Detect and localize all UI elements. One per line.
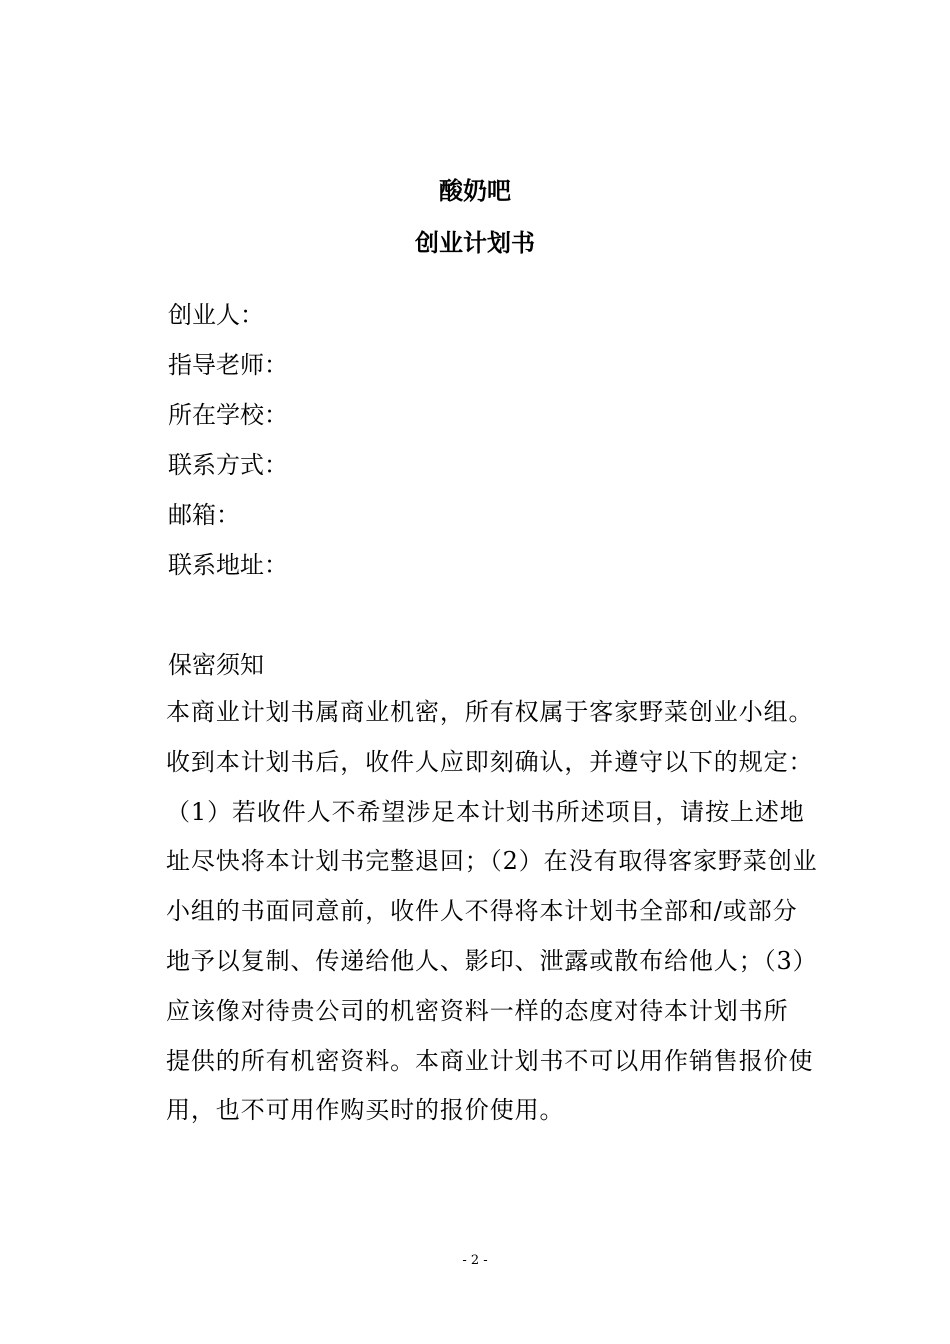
confidentiality-body bbox=[166, 697, 846, 1145]
notice-line: 提供的所有机密资料。本商业计划书不可以用作销售报价使 bbox=[166, 1046, 814, 1075]
contact-fields bbox=[168, 300, 848, 600]
confidentiality-heading: 保密须知 bbox=[168, 651, 264, 679]
field-address: 联系地址： bbox=[168, 551, 288, 579]
field-founder: 创业人： bbox=[168, 301, 264, 329]
notice-line: 地予以复制、传递给他人、影印、泄露或散布给他人；（3） bbox=[166, 946, 818, 975]
notice-line: 小组的书面同意前，收件人不得将本计划书全部和/或部分 bbox=[166, 897, 798, 926]
document-title: 酸奶吧 bbox=[439, 177, 511, 205]
notice-line: 址尽快将本计划书完整退回；（2）在没有取得客家野菜创业 bbox=[166, 847, 818, 876]
document-subtitle: 创业计划书 bbox=[415, 229, 535, 257]
field-advisor: 指导老师： bbox=[168, 351, 288, 379]
field-email: 邮箱： bbox=[168, 501, 240, 529]
notice-line: 用，也不可用作购买时的报价使用。 bbox=[166, 1096, 565, 1125]
notice-line: 收到本计划书后，收件人应即刻确认，并遵守以下的规定： bbox=[166, 747, 814, 776]
field-school: 所在学校： bbox=[168, 401, 288, 429]
notice-line: （1）若收件人不希望涉足本计划书所述项目，请按上述地 bbox=[166, 797, 805, 826]
notice-line: 应该像对待贵公司的机密资料一样的态度对待本计划书所 bbox=[166, 996, 789, 1025]
page-number: - 2 - bbox=[462, 1253, 488, 1268]
notice-line: 本商业计划书属商业机密，所有权属于客家野菜创业小组。 bbox=[166, 698, 814, 726]
field-contact: 联系方式： bbox=[168, 451, 288, 479]
